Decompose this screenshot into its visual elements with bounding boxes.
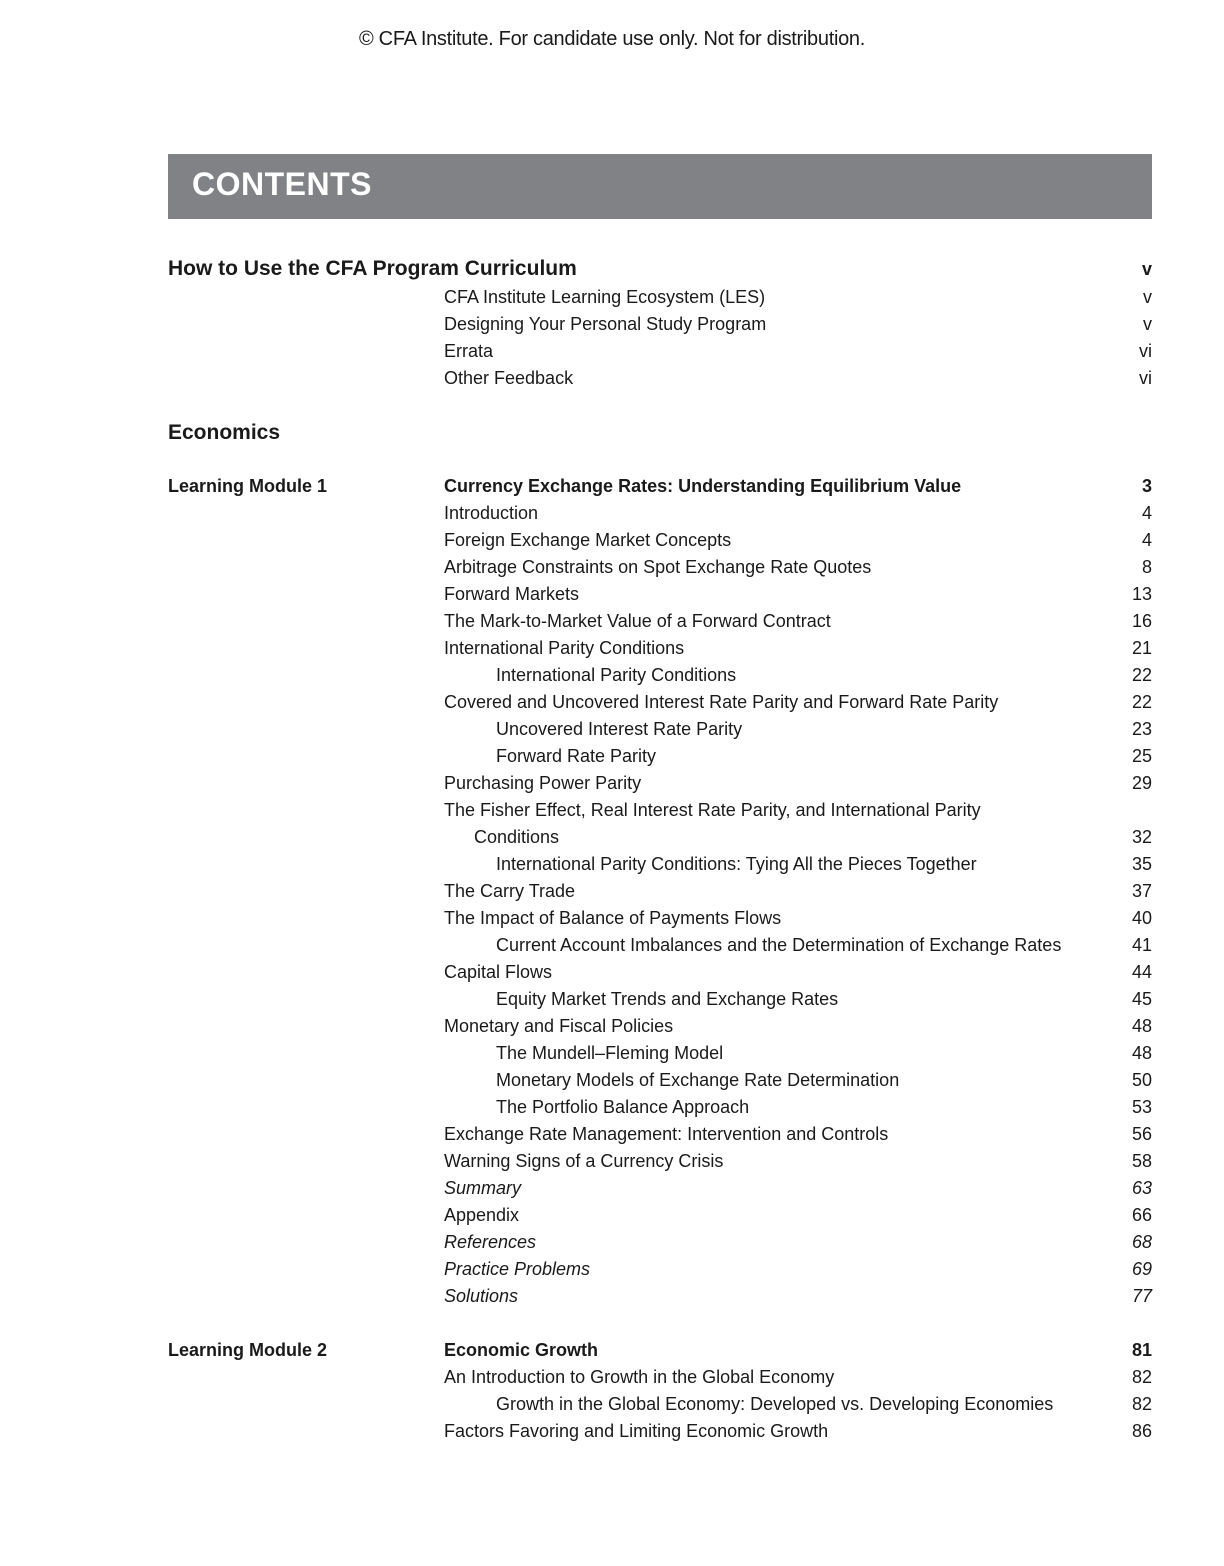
page-number: 40 [1131,908,1152,928]
page-number: vi [1139,368,1152,388]
toc-entry[interactable] [168,554,1152,581]
module-heading-row[interactable] [168,1337,1152,1364]
entry-title[interactable]: Covered and Uncovered Interest Rate Parity and Forward Rate Parity [444,692,999,712]
page-number: 41 [1131,935,1152,955]
toc-entry[interactable] [168,1148,1152,1175]
toc-entry[interactable] [168,284,1152,311]
page-number: 48 [1131,1016,1152,1036]
page-number: 82 [1131,1394,1152,1414]
entry-title[interactable]: Monetary and Fiscal Policies [444,1016,674,1036]
page-number: 50 [1131,1070,1152,1090]
section-heading-row [168,418,1152,448]
entry-title[interactable]: An Introduction to Growth in the Global Economy [444,1367,835,1387]
toc-entry[interactable] [168,770,1152,797]
toc-entry[interactable] [168,527,1152,554]
toc-subentry[interactable] [168,662,1152,689]
page-number: 32 [1131,827,1152,847]
entry-title[interactable]: Arbitrage Constraints on Spot Exchange Rate Quotes [444,557,872,577]
page-number: v [1143,287,1152,307]
toc-entry[interactable] [168,581,1152,608]
toc-entry[interactable] [168,797,1152,824]
toc-front-heading-row[interactable] [168,254,1152,284]
toc-entry[interactable] [168,1202,1152,1229]
entry-title[interactable]: The Fisher Effect, Real Interest Rate Parity, and International Parity [444,800,981,820]
toc-entry[interactable] [168,1256,1152,1283]
page-number: 63 [1131,1178,1152,1198]
toc-entry[interactable] [168,311,1152,338]
entry-title[interactable]: Practice Problems [444,1259,591,1279]
page-number: 66 [1131,1205,1152,1225]
module-title[interactable]: Economic Growth [444,1340,599,1360]
page-number: 29 [1131,773,1152,793]
page-number: 86 [1131,1421,1152,1441]
entry-title[interactable]: Solutions [444,1286,519,1306]
module-label: Learning Module 2 [168,1340,328,1360]
page-number: 4 [1141,530,1152,550]
page-number: v [1143,314,1152,334]
module-heading-row[interactable] [168,473,1152,500]
toc-entry[interactable] [168,500,1152,527]
entry-title[interactable]: Foreign Exchange Market Concepts [444,530,732,550]
table-of-contents [168,254,1152,1445]
page-number: 69 [1131,1259,1152,1279]
page-number: 8 [1141,557,1152,577]
page-number: 68 [1131,1232,1152,1252]
entry-title[interactable]: International Parity Conditions [444,638,685,658]
page-number: 48 [1131,1043,1152,1063]
toc-entry[interactable] [168,608,1152,635]
toc-entry[interactable] [168,635,1152,662]
toc-entry[interactable] [168,689,1152,716]
entry-title[interactable]: Factors Favoring and Limiting Economic Growth [444,1421,829,1441]
page-number: 22 [1131,692,1152,712]
front-matter-title[interactable]: How to Use the CFA Program Curriculum [168,257,577,280]
entry-title[interactable]: The Carry Trade [444,881,576,901]
toc-subentry[interactable] [168,1067,1152,1094]
entry-title[interactable]: Monetary Models of Exchange Rate Determination [496,1070,900,1090]
entry-title[interactable]: Conditions [474,827,560,847]
entry-title[interactable]: The Portfolio Balance Approach [496,1097,750,1117]
toc-entry[interactable] [168,959,1152,986]
toc-subentry[interactable] [168,932,1152,959]
entry-title[interactable]: The Mark-to-Market Value of a Forward Contract [444,611,831,631]
page-number: 77 [1131,1286,1152,1306]
page-number: vi [1139,341,1152,361]
toc-subentry[interactable] [168,743,1152,770]
entry-title[interactable]: Forward Markets [444,584,580,604]
toc-entry[interactable] [168,1283,1152,1310]
page-number: 45 [1131,989,1152,1009]
entry-title[interactable]: References [444,1232,537,1252]
entry-title[interactable]: Exchange Rate Management: Intervention and Controls [444,1124,889,1144]
page-number: 37 [1131,881,1152,901]
contents-banner [168,154,1152,219]
page-number: 81 [1131,1340,1152,1360]
page-number: 58 [1131,1151,1152,1171]
toc-entry[interactable] [168,1175,1152,1202]
module-title[interactable]: Currency Exchange Rates: Understanding Equilibrium Value [444,476,962,496]
page-number: 35 [1131,854,1152,874]
entry-title[interactable]: Designing Your Personal Study Program [444,314,767,334]
page-number: 21 [1131,638,1152,658]
toc-entry[interactable] [168,1013,1152,1040]
toc-entry[interactable] [168,365,1152,392]
toc-entry[interactable] [168,878,1152,905]
toc-entry[interactable] [168,338,1152,365]
page-number: v [1141,259,1152,279]
page-number: 44 [1131,962,1152,982]
page-number: 23 [1131,719,1152,739]
entry-title[interactable]: International Parity Conditions [496,665,737,685]
page-number: 25 [1131,746,1152,766]
entry-title[interactable]: Errata [444,341,494,361]
page-number: 22 [1131,665,1152,685]
toc-entry[interactable] [168,1121,1152,1148]
page-number: 56 [1131,1124,1152,1144]
entry-title[interactable]: CFA Institute Learning Ecosystem (LES) [444,287,766,307]
entry-title[interactable]: International Parity Conditions: Tying All the Pieces Together [496,854,977,874]
section-title: Economics [168,421,281,444]
copyright-notice: © CFA Institute. For candidate use only. Not for distribution. [358,28,866,50]
entry-title[interactable]: Appendix [444,1205,520,1225]
entry-title[interactable]: Other Feedback [444,368,574,388]
entry-title[interactable]: Warning Signs of a Currency Crisis [444,1151,724,1171]
toc-entry[interactable] [168,1418,1152,1445]
entry-title[interactable]: Equity Market Trends and Exchange Rates [496,989,839,1009]
toc-entry[interactable] [168,905,1152,932]
entry-title[interactable]: The Mundell–Fleming Model [496,1043,724,1063]
page-number: 3 [1141,476,1152,496]
module-label: Learning Module 1 [168,476,328,496]
toc-entry-continuation[interactable] [168,824,1152,851]
contents-title: CONTENTS [192,166,372,202]
toc-entry[interactable] [168,1364,1152,1391]
toc-subentry[interactable] [168,986,1152,1013]
page-number: 13 [1131,584,1152,604]
entry-title[interactable]: Uncovered Interest Rate Parity [496,719,743,739]
page-number: 53 [1131,1097,1152,1117]
entry-title[interactable]: Purchasing Power Parity [444,773,642,793]
toc-entry[interactable] [168,1229,1152,1256]
entry-title[interactable]: Forward Rate Parity [496,746,657,766]
toc-subentry[interactable] [168,1391,1152,1418]
entry-title[interactable]: Capital Flows [444,962,553,982]
entry-title[interactable]: Summary [444,1178,522,1198]
toc-subentry[interactable] [168,851,1152,878]
entry-title[interactable]: Introduction [444,503,539,523]
page-number: 4 [1141,503,1152,523]
page-number: 16 [1131,611,1152,631]
page-number: 82 [1131,1367,1152,1387]
entry-title[interactable]: Current Account Imbalances and the Determination of Exchange Rates [496,935,1062,955]
entry-title[interactable]: Growth in the Global Economy: Developed vs. Developing Economies [496,1394,1054,1414]
entry-title[interactable]: The Impact of Balance of Payments Flows [444,908,782,928]
toc-subentry[interactable] [168,1094,1152,1121]
toc-subentry[interactable] [168,1040,1152,1067]
toc-subentry[interactable] [168,716,1152,743]
